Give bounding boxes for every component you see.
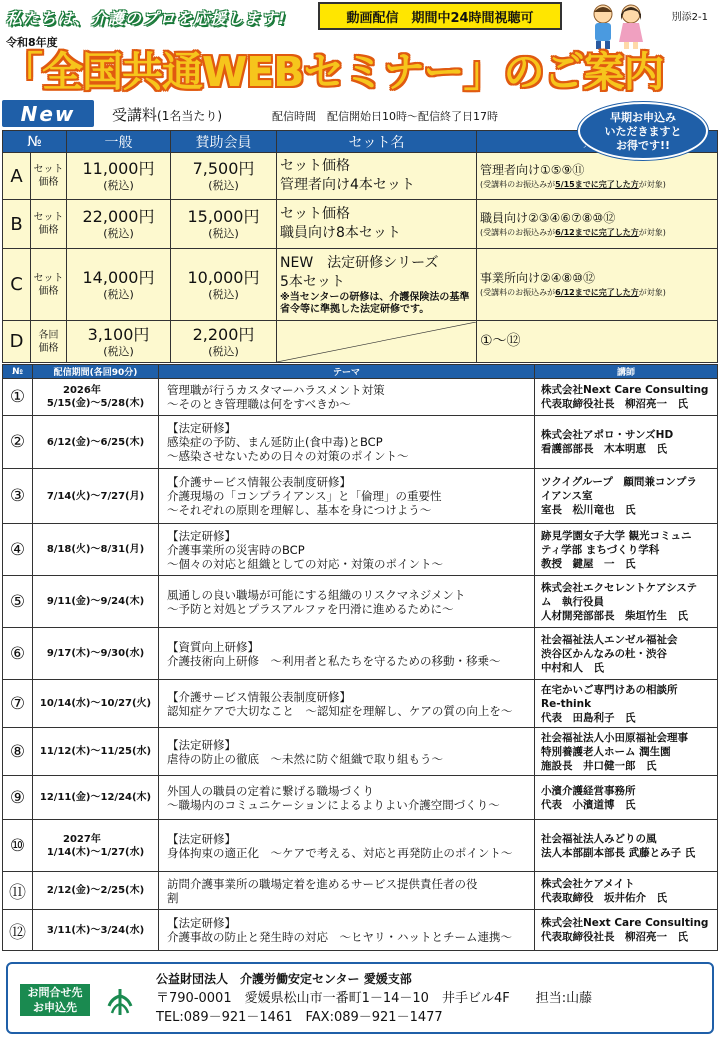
target: 職員向け②③④⑥⑦⑧⑩⑫ (受講料のお振込みが6/12までに完了した方が対象) — [477, 200, 718, 249]
session-dates: 8/18(火)～8/31(月) — [46, 544, 145, 555]
session-number: ① — [3, 379, 33, 416]
theme-line: 認知症ケアで大切なこと ～認知症を理解し、ケアの質の向上を～ — [167, 703, 513, 718]
session-lecturer — [535, 728, 718, 776]
lecturer-line: 特別養護老人ホーム 潤生園 — [541, 745, 671, 758]
session-theme — [159, 872, 535, 910]
session-period — [33, 628, 159, 680]
set-name-diagonal — [277, 321, 477, 363]
lecturer-line: 社会福祉法人みどりの風 — [541, 832, 657, 845]
session-theme — [159, 416, 535, 469]
session-period — [33, 680, 159, 728]
session-lecturer — [535, 379, 718, 416]
lecturer-line: 渋谷区かんなみの杜・渋谷 — [541, 647, 667, 660]
lecturer-line: 代表 小濱道博 氏 — [541, 798, 636, 811]
diagonal-line-icon — [277, 322, 476, 362]
contact-badge: お問合せ先 お申込先 — [20, 984, 90, 1016]
session-period — [33, 416, 159, 469]
session-theme — [159, 728, 535, 776]
lecturer-line: 株式会社エクセレントケアシステ — [541, 581, 698, 594]
target: 事業所向け②④⑧⑩⑫ (受講料のお振込みが6/12までに完了した方が対象) — [477, 249, 718, 321]
organization-name: 公益財団法人 介護労働安定センター 愛媛支部 — [156, 972, 412, 986]
session-dates: 7/14(火)～7/27(月) — [46, 490, 145, 502]
lecturer-line: 人材開発部部長 柴垣竹生 氏 — [541, 609, 688, 622]
session-theme — [159, 576, 535, 628]
col-lecturer: 講師 — [535, 365, 718, 379]
session-period — [33, 728, 159, 776]
session-period — [33, 776, 159, 820]
price-row-d — [3, 321, 718, 363]
delivery-time: 配信時間 配信開始日10時～配信終了日17時 — [272, 110, 498, 123]
session-lecturer — [535, 469, 718, 524]
theme-line: 【介護サービス情報公表制度研修】 — [167, 475, 351, 489]
session-theme — [159, 820, 535, 872]
lecturer-line: 代表取締役社長 柳沼亮一 氏 — [541, 931, 688, 943]
theme-line: ～個々の対応と組織としての対応・対策のポイント～ — [167, 556, 443, 571]
session-lecturer — [535, 776, 718, 820]
session-dates: 12/11(金)～12/24(木) — [39, 792, 152, 803]
theme-line: 介護技術向上研修 ～利用者と私たちを守るための移動・移乗～ — [167, 653, 501, 668]
lecturer-line: 株式会社Next Care Consulting — [541, 384, 709, 396]
lecturer-line: ティ学部 まちづくり学科 — [541, 543, 660, 556]
price-row-c — [3, 249, 718, 321]
schedule-row — [3, 416, 718, 469]
session-number: ③ — [3, 469, 33, 524]
lecturer-line: 教授 鍵屋 一 氏 — [541, 557, 636, 570]
lecturer-line: 代表取締役社長 柳沼亮一 氏 — [541, 398, 688, 410]
schedule-row — [3, 628, 718, 680]
session-lecturer — [535, 820, 718, 872]
plan-letter: D — [3, 321, 31, 363]
schedule-row — [3, 379, 718, 416]
member-price: 15,000円 (税込) — [171, 200, 277, 249]
session-number: ⑫ — [3, 910, 33, 951]
theme-line: 【介護サービス情報公表制度研修】 — [167, 689, 351, 704]
session-period — [33, 576, 159, 628]
schedule-row — [3, 820, 718, 872]
member-price: 10,000円 (税込) — [171, 249, 277, 321]
schedule-row — [3, 872, 718, 910]
plan-kind: セット 価格 — [31, 200, 67, 249]
schedule-row — [3, 524, 718, 576]
session-period — [33, 820, 159, 872]
col-general: 一般 — [67, 131, 171, 153]
session-theme — [159, 680, 535, 728]
session-theme — [159, 524, 535, 576]
general-price: 11,000円 (税込) — [67, 153, 171, 200]
schedule-row — [3, 469, 718, 524]
theme-line: 介護現場の「コンプライアンス」と「倫理」の重要性 — [167, 489, 442, 503]
lecturer-line: 社会福祉法人小田原福祉会理事 — [541, 731, 688, 744]
organization-info — [156, 970, 592, 1027]
theme-line: 【資質向上研修】 — [167, 639, 259, 654]
plan-kind: セット 価格 — [31, 249, 67, 321]
fee-label: 受講料(1名当たり) — [112, 106, 223, 124]
session-dates: 9/11(金)～9/24(木) — [46, 596, 145, 607]
member-price: 2,200円 (税込) — [171, 321, 277, 363]
lecturer-line: 中村和人 氏 — [541, 661, 604, 674]
col-no: № — [3, 365, 33, 379]
schedule-row — [3, 910, 718, 951]
organization-address: 〒790-0001 愛媛県松山市一番町1－14－10 井手ビル4F 担当:山藤 — [156, 991, 593, 1006]
schedule-header — [3, 365, 718, 379]
session-lecturer — [535, 576, 718, 628]
theme-line: ～そのとき管理職は何をすべきか～ — [167, 397, 351, 411]
price-row-b — [3, 200, 718, 249]
lecturer-line: 法人本部副本部長 武藤とみ子 氏 — [541, 846, 696, 859]
theme-line: 【法定研修】 — [167, 916, 236, 930]
lecturer-line: 株式会社Next Care Consulting — [541, 917, 709, 929]
session-dates: 5/15(金)～5/28(木) — [46, 398, 145, 409]
lecturer-line: Re-think — [541, 697, 592, 710]
schedule-row — [3, 680, 718, 728]
set-name: セット価格 職員向け8本セット — [277, 200, 477, 249]
theme-line: 割 — [167, 890, 179, 905]
theme-line: 【法定研修】 — [167, 421, 236, 435]
schedule-row — [3, 776, 718, 820]
session-number: ⑩ — [3, 820, 33, 872]
plan-letter: B — [3, 200, 31, 249]
theme-line: 【法定研修】 — [167, 528, 236, 543]
theme-line: ～それぞれの原則を理解し、基本を身につけよう～ — [167, 503, 432, 517]
lecturer-line: 株式会社アポロ・サンズHD — [541, 429, 674, 441]
lecturer-line: 株式会社ケアメイト — [541, 877, 635, 890]
session-theme — [159, 776, 535, 820]
lecturer-line: 在宅かいご専門けあの相談所 — [541, 683, 678, 696]
session-dates: 9/17(木)～9/30(水) — [46, 648, 145, 659]
session-period — [33, 469, 159, 524]
early-application-badge: 早期お申込み いただきますと お得です!! — [578, 102, 708, 160]
lecturer-line: ム 執行役員 — [541, 595, 604, 608]
set-name: NEW 法定研修シリーズ 5本セット ※当センターの研修は、介護保険法の基準省令等に準拠した法定研修です。 — [277, 249, 477, 321]
session-theme — [159, 469, 535, 524]
session-year: 2027年 — [63, 833, 101, 845]
session-lecturer — [535, 416, 718, 469]
session-period — [33, 524, 159, 576]
lecturer-line: 社会福祉法人エンゼル福祉会 — [541, 633, 678, 646]
session-lecturer — [535, 910, 718, 951]
plan-letter: C — [3, 249, 31, 321]
theme-line: 身体拘束の適正化 ～ケアで考える、対応と再発防止のポイント～ — [167, 845, 513, 860]
slogan: 私たちは、介護のプロを応援します! — [6, 9, 287, 28]
theme-line: 虐待の防止の徹底 ～未然に防ぐ組織で取り組もう～ — [167, 751, 443, 766]
theme-line: 訪問介護事業所の職場定着を進めるサービス提供責任者の役 — [167, 876, 478, 891]
theme-line: 介護事故の防止と発生時の対応 ～ヒヤリ・ハットとチーム連携～ — [167, 930, 512, 944]
session-lecturer — [535, 524, 718, 576]
lecturer-line: 小濱介護経営事務所 — [541, 784, 636, 797]
session-theme — [159, 628, 535, 680]
session-lecturer — [535, 628, 718, 680]
col-period: 配信期間(各回90分) — [33, 365, 159, 379]
lecturer-line: ツクイグループ 顧問兼コンプラ — [541, 476, 697, 488]
session-dates: 1/14(木)～1/27(水) — [46, 846, 145, 858]
theme-line: 感染症の予防、まん延防止(食中毒)とBCP — [167, 435, 383, 449]
session-number: ④ — [3, 524, 33, 576]
plan-letter: A — [3, 153, 31, 200]
schedule-row — [3, 576, 718, 628]
schedule-row — [3, 728, 718, 776]
col-theme: テーマ — [159, 365, 535, 379]
lecturer-line: 施設長 井口健一郎 氏 — [541, 759, 657, 772]
general-price: 14,000円 (税込) — [67, 249, 171, 321]
session-theme — [159, 910, 535, 951]
plan-kind: セット 価格 — [31, 153, 67, 200]
session-number: ⑧ — [3, 728, 33, 776]
session-year: 2026年 — [63, 385, 101, 396]
session-number: ⑤ — [3, 576, 33, 628]
contact-footer — [6, 962, 714, 1034]
session-period — [33, 910, 159, 951]
new-badge: New — [2, 100, 94, 127]
col-no: № — [3, 131, 67, 153]
theme-line: ～予防と対処とプラスアルファを円滑に進めるために～ — [167, 601, 454, 616]
general-price: 22,000円 (税込) — [67, 200, 171, 249]
session-dates: 10/14(水)～10/27(火) — [39, 698, 152, 709]
target: 管理者向け①⑤⑨⑪ (受講料のお振込みが5/15までに完了した方が対象) — [477, 153, 718, 200]
session-dates: 2/12(金)～2/25(木) — [46, 885, 145, 896]
theme-line: 【法定研修】 — [167, 737, 236, 752]
session-dates: 6/12(金)～6/25(木) — [46, 436, 145, 448]
lecturer-line: 跡見学園女子大学 観光コミュニ — [541, 529, 692, 542]
lecturer-line: 代表 田島利子 氏 — [541, 711, 636, 724]
organization-logo-icon — [104, 986, 136, 1018]
theme-line: 外国人の職員の定着に繋げる職場づくり — [167, 783, 374, 798]
session-number: ⑪ — [3, 872, 33, 910]
page-title: 「全国共通WEBセミナー」のご案内 — [2, 48, 664, 96]
lecturer-line: イアンス室 — [541, 490, 593, 502]
theme-line: ～職場内のコミュニケーションによるよりよい介護空間づくり～ — [167, 797, 500, 812]
price-table — [2, 130, 718, 363]
session-number: ② — [3, 416, 33, 469]
session-number: ⑦ — [3, 680, 33, 728]
col-setname: セット名 — [277, 131, 477, 153]
annex-number: 別添2-1 — [671, 12, 708, 23]
price-row-a — [3, 153, 718, 200]
session-period — [33, 379, 159, 416]
schedule-table — [2, 364, 718, 951]
theme-line: ～感染させないための日々の対策のポイント～ — [167, 449, 409, 463]
lecturer-line: 室長 松川竜也 氏 — [541, 504, 636, 516]
session-period — [33, 872, 159, 910]
fiscal-year: 令和8年度 — [6, 36, 58, 49]
member-price: 7,500円 (税込) — [171, 153, 277, 200]
lecturer-line: 看護部部長 木本明恵 氏 — [541, 443, 667, 455]
set-name: セット価格 管理者向け4本セット — [277, 153, 477, 200]
video-badge: 動画配信 期間中24時間視聴可 — [318, 2, 562, 30]
lecturer-line: 代表取締役 坂井佑介 氏 — [541, 891, 667, 904]
session-number: ⑨ — [3, 776, 33, 820]
theme-line: 管理職が行うカスタマーハラスメント対策 — [167, 383, 385, 397]
organization-phone: TEL:089－921－1461 FAX:089－921－1477 — [156, 1010, 443, 1025]
theme-line: 介護事業所の災害時のBCP — [167, 542, 305, 557]
plan-kind: 各回 価格 — [31, 321, 67, 363]
general-price: 3,100円 (税込) — [67, 321, 171, 363]
session-lecturer — [535, 680, 718, 728]
session-dates: 3/11(木)～3/24(水) — [46, 924, 145, 936]
target: ①～⑫ — [477, 321, 718, 363]
session-lecturer — [535, 872, 718, 910]
session-dates: 11/12(木)～11/25(水) — [39, 746, 152, 757]
session-theme — [159, 379, 535, 416]
col-member: 賛助会員 — [171, 131, 277, 153]
theme-line: 風通しの良い職場が可能にする組織のリスクマネジメント — [167, 587, 466, 602]
theme-line: 【法定研修】 — [167, 831, 236, 846]
session-number: ⑥ — [3, 628, 33, 680]
